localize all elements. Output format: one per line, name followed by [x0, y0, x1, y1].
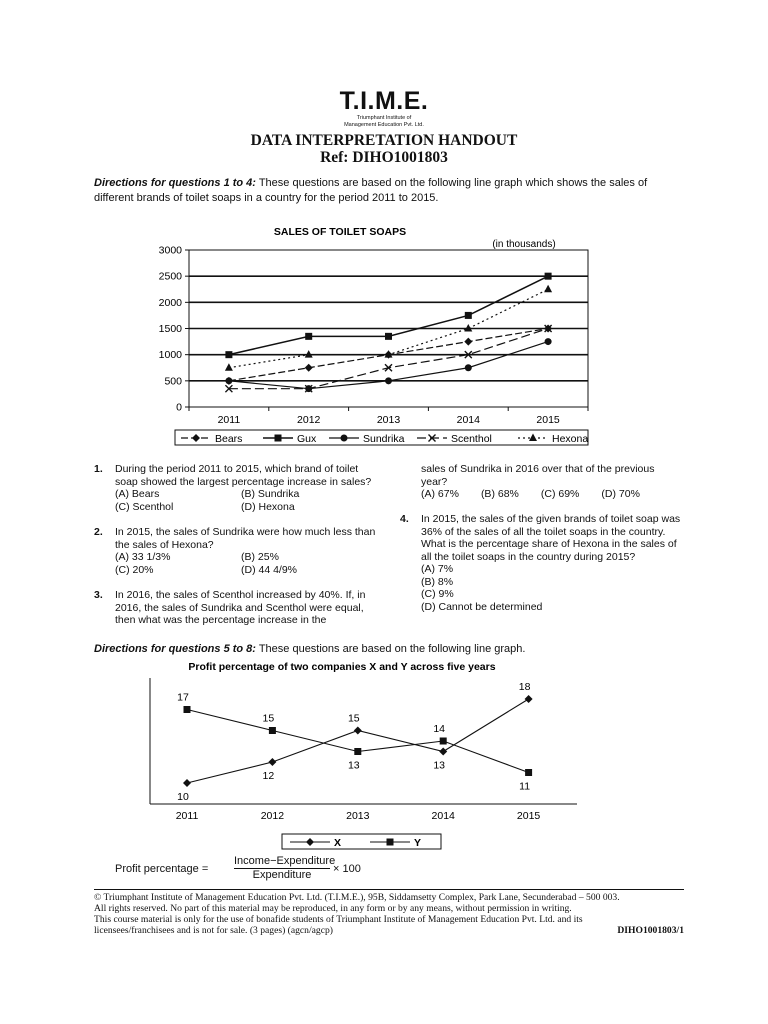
- formula-multiplier: × 100: [333, 863, 361, 875]
- logo-subtitle-2: Management Education Pvt. Ltd.: [344, 122, 424, 128]
- legend-marker-gux: [275, 435, 282, 442]
- option: (B) 68%: [480, 488, 519, 500]
- document-ref: Ref: DIHO1001803: [320, 149, 448, 166]
- data-label-x: 15: [347, 712, 360, 725]
- data-point-sundrika: [225, 377, 232, 384]
- data-label-y: 17: [177, 691, 189, 704]
- sales-chart: [140, 220, 610, 452]
- sales-chart-legend: [175, 430, 588, 445]
- profit-chart-series: [177, 681, 532, 803]
- option: (C) Scenthol: [115, 500, 174, 513]
- option: (A) 33 1/3%: [115, 551, 171, 563]
- data-label-y: 14: [433, 723, 446, 735]
- y-tick-label: 1000: [158, 349, 182, 362]
- footer-line-4: licensees/franchisees and is not for sale. (3 pages) (agcn/agcp): [94, 925, 333, 936]
- legend-label-scenthol: Scenthol: [451, 433, 492, 445]
- question-number: 4.: [400, 513, 409, 525]
- question-3: [94, 589, 377, 627]
- time-logo: [0, 88, 768, 128]
- option: (C) 20%: [115, 563, 154, 576]
- data-point-x: [354, 727, 362, 735]
- question-2: [94, 526, 377, 576]
- legend-label-hexona: Hexona: [552, 433, 589, 445]
- y-tick-label: 1500: [158, 323, 182, 335]
- question-1: [94, 463, 377, 513]
- option: (B) 25%: [241, 551, 279, 563]
- formula-fraction: [234, 855, 336, 882]
- data-label-x: 18: [518, 681, 531, 693]
- document-title-block: [0, 132, 768, 166]
- option: (A) 7%: [421, 563, 454, 575]
- footer-line-2: All rights reserved. No part of this material may be reproduced, in any form or by any means, without permission in writing.: [94, 903, 572, 914]
- question-4: [400, 513, 683, 613]
- y-tick-label: 3000: [158, 244, 182, 257]
- option: (B) 8%: [421, 575, 454, 588]
- footer-rule: [94, 889, 684, 890]
- legend-label-gux: Gux: [297, 433, 317, 445]
- x-tick-label: 2011: [217, 414, 241, 426]
- x-tick-label: 2013: [376, 414, 401, 426]
- question-text: In 2015, the sales of Sundrika were how much less than the sales of Hexona?: [115, 526, 376, 551]
- data-label-x: 10: [177, 791, 189, 803]
- sales-chart-unit: (in thousands): [492, 239, 556, 250]
- sales-chart-series: [225, 273, 552, 393]
- y-tick-label: 2500: [158, 270, 182, 283]
- directions-1-text: These questions are based on the following line graph which shows the sales of different brands of toilet soaps in a country for the period 2011 to 2015.: [94, 177, 648, 204]
- profit-chart-legend: [282, 834, 441, 849]
- data-point-y: [440, 738, 447, 745]
- data-point-bears: [464, 338, 472, 346]
- data-label-y: 13: [347, 759, 360, 772]
- sales-chart-x-axis: [189, 407, 588, 426]
- data-point-hexona: [544, 285, 552, 293]
- data-label-y: 15: [262, 712, 275, 725]
- data-point-x: [439, 748, 447, 756]
- data-point-x: [268, 758, 276, 766]
- data-point-sundrika: [545, 338, 552, 345]
- legend-marker-y: [387, 839, 394, 846]
- data-point-gux: [225, 351, 232, 358]
- data-point-bears: [305, 364, 313, 372]
- option: (A) Bears: [115, 488, 160, 500]
- document-title: DATA INTERPRETATION HANDOUT: [250, 132, 518, 149]
- option: (D) Hexona: [241, 500, 295, 513]
- question-number: 1.: [94, 463, 103, 475]
- y-tick-label: 0: [176, 401, 182, 414]
- profit-chart-x-axis: [176, 810, 541, 822]
- question-text: In 2015, the sales of the given brands of toilet soap was 36% of the sales of all the toilet soaps in the country. What is the percentage share of Hexona in the sales of all the toilet soaps in the country during 2015?: [421, 513, 681, 563]
- legend-label-sundrika: Sundrika: [363, 433, 405, 445]
- data-point-x: [183, 779, 191, 787]
- data-point-y: [184, 706, 191, 713]
- logo-text: T.I.M.E.: [339, 87, 429, 115]
- data-point-gux: [305, 333, 312, 340]
- legend-label-x: X: [334, 837, 342, 849]
- question-number: 3.: [94, 589, 103, 601]
- data-point-x: [525, 695, 533, 703]
- option: (B) Sundrika: [241, 488, 300, 500]
- directions-2-text: These questions are based on the following line graph.: [258, 643, 526, 655]
- profit-chart: [140, 656, 590, 852]
- x-tick-label: 2012: [297, 414, 321, 426]
- legend-label-y: Y: [414, 837, 422, 849]
- data-point-gux: [465, 312, 472, 319]
- formula-denominator: Expenditure: [252, 869, 312, 881]
- footer-line-1: © Triumphant Institute of Management Education Pvt. Ltd. (T.I.M.E.), 95B, Siddamsetty Complex, Park Lane, Secunderabad – 500 003.: [94, 892, 620, 903]
- data-label-x: 12: [262, 770, 275, 782]
- question-text: During the period 2011 to 2015, which brand of toilet soap showed the largest percentage increase in sales?: [115, 463, 372, 488]
- data-label-y: 11: [519, 780, 531, 793]
- question-3-continued: [421, 463, 683, 501]
- question-text-continued: sales of Sundrika in 2016 over that of the previous year?: [421, 463, 655, 488]
- x-tick-label: 2014: [431, 810, 455, 822]
- legend-marker-sundrika: [341, 435, 348, 442]
- x-tick-label: 2013: [346, 810, 370, 822]
- formula-label: Profit percentage =: [115, 863, 209, 875]
- data-point-hexona: [225, 363, 233, 371]
- sales-chart-title: SALES OF TOILET SOAPS: [273, 226, 407, 238]
- option: (D) 70%: [601, 488, 640, 500]
- data-point-sundrika: [385, 377, 392, 384]
- footer-code: DIHO1001803/1: [617, 925, 684, 936]
- profit-chart-title: Profit percentage of two companies X and Y across five years: [188, 661, 496, 673]
- option: (C) 69%: [540, 488, 580, 500]
- option: (C) 9%: [421, 588, 454, 600]
- question-text: In 2016, the sales of Scenthol increased by 40%. If, in 2016, the sales of Sundrika and Scenthol were equal, then what was the percentage increase in the: [115, 589, 366, 626]
- data-point-gux: [385, 333, 392, 340]
- data-point-y: [269, 727, 276, 734]
- series-line-gux: [229, 276, 548, 355]
- x-tick-label: 2015: [516, 810, 541, 822]
- sales-chart-y-axis: [159, 245, 189, 414]
- directions-1-lead: Directions for questions 1 to 4:: [94, 177, 256, 189]
- directions-2-lead: Directions for questions 5 to 8:: [94, 643, 256, 655]
- logo-subtitle-1: Triumphant Institute of: [356, 115, 412, 121]
- formula-numerator: Income−Expenditure: [234, 855, 336, 867]
- footer-line-3: This course material is only for the use of bonafide students of Triumphant Institute of Management Education Pvt. Ltd. and its: [94, 914, 583, 925]
- option: (A) 67%: [421, 488, 459, 500]
- x-tick-label: 2011: [175, 810, 199, 822]
- directions-1: [94, 176, 680, 206]
- legend-label-bears: Bears: [215, 433, 243, 445]
- footer: [94, 892, 684, 936]
- y-tick-label: 500: [164, 375, 182, 388]
- data-point-y: [354, 748, 361, 755]
- data-point-y: [525, 769, 532, 776]
- x-tick-label: 2014: [456, 414, 480, 426]
- x-tick-label: 2012: [260, 810, 285, 822]
- directions-2: [94, 642, 680, 657]
- data-label-x: 13: [433, 759, 446, 772]
- question-number: 2.: [94, 526, 103, 538]
- option: (D) 44 4/9%: [241, 563, 298, 576]
- option: (D) Cannot be determined: [421, 600, 543, 613]
- y-tick-label: 2000: [158, 296, 182, 309]
- data-point-sundrika: [465, 364, 472, 371]
- data-point-gux: [545, 273, 552, 280]
- profit-chart-axes: [150, 678, 577, 804]
- x-tick-label: 2015: [536, 414, 560, 426]
